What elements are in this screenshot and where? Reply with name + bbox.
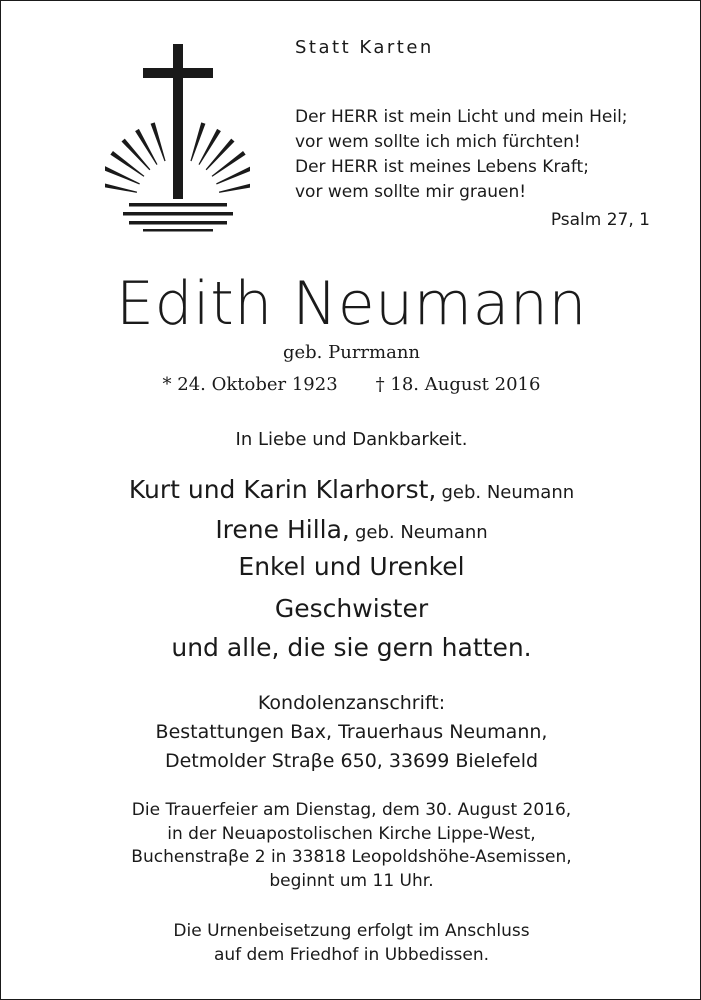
verse-line: Der HERR ist meines Lebens Kraft; [295, 157, 589, 177]
mourner-line: Enkel und Urenkel [238, 552, 465, 581]
verse-line: vor wem sollte ich mich fürchten! [295, 132, 581, 152]
statt-karten-label: Statt Karten [295, 37, 434, 58]
condolence-address [1, 689, 701, 776]
service-line: Buchenstraβe 2 in 33818 Leopoldshöhe-Asemissen, [131, 847, 572, 867]
mourners-intro: In Liebe und Dankbarkeit. [235, 429, 468, 450]
life-dates [1, 374, 701, 395]
service-line: Die Trauerfeier am Dienstag, dem 30. August 2016, [131, 800, 572, 820]
birth-date: * 24. Oktober 1923 [162, 374, 338, 395]
mourner-line [1, 475, 701, 504]
burial-line: Die Urnenbeisetzung erfolgt im Anschluss [173, 921, 530, 941]
mourner-birth-name: geb. Neumann [441, 482, 575, 503]
urn-burial-info [1, 919, 701, 967]
birth-name: geb. Purrmann [282, 342, 421, 363]
mourner-line: und alle, die sie gern hatten. [171, 633, 532, 662]
verse-line: Der HERR ist mein Licht und mein Heil; [295, 107, 628, 127]
service-line: in der Neuapostolischen Kirche Lippe-West, [167, 823, 536, 844]
service-line: beginnt um 11 Uhr. [269, 870, 434, 891]
mourner-name: Irene Hilla, [215, 515, 350, 544]
mourner-line [1, 515, 701, 544]
funeral-service-info [1, 799, 701, 893]
death-date: † 18. August 2016 [375, 374, 541, 395]
address-line: Detmolder Straβe 650, 33699 Bielefeld [164, 750, 539, 772]
deceased-name: Edith Neumann [116, 269, 587, 339]
verse-line: vor wem sollte mir grauen! [295, 182, 527, 202]
burial-line: auf dem Friedhof in Ubbedissen. [213, 945, 490, 965]
bible-verse [295, 105, 675, 205]
mourner-name: Kurt und Karin Klarhorst, [128, 475, 437, 504]
verse-reference: Psalm 27, 1 [550, 210, 650, 230]
mourner-birth-name: geb. Neumann [354, 522, 488, 543]
address-line: Bestattungen Bax, Trauerhaus Neumann, [155, 721, 548, 743]
address-line: Kondolenzanschrift: [257, 692, 446, 714]
cross-sunrise-icon [105, 41, 250, 236]
mourner-line: Geschwister [274, 594, 429, 623]
